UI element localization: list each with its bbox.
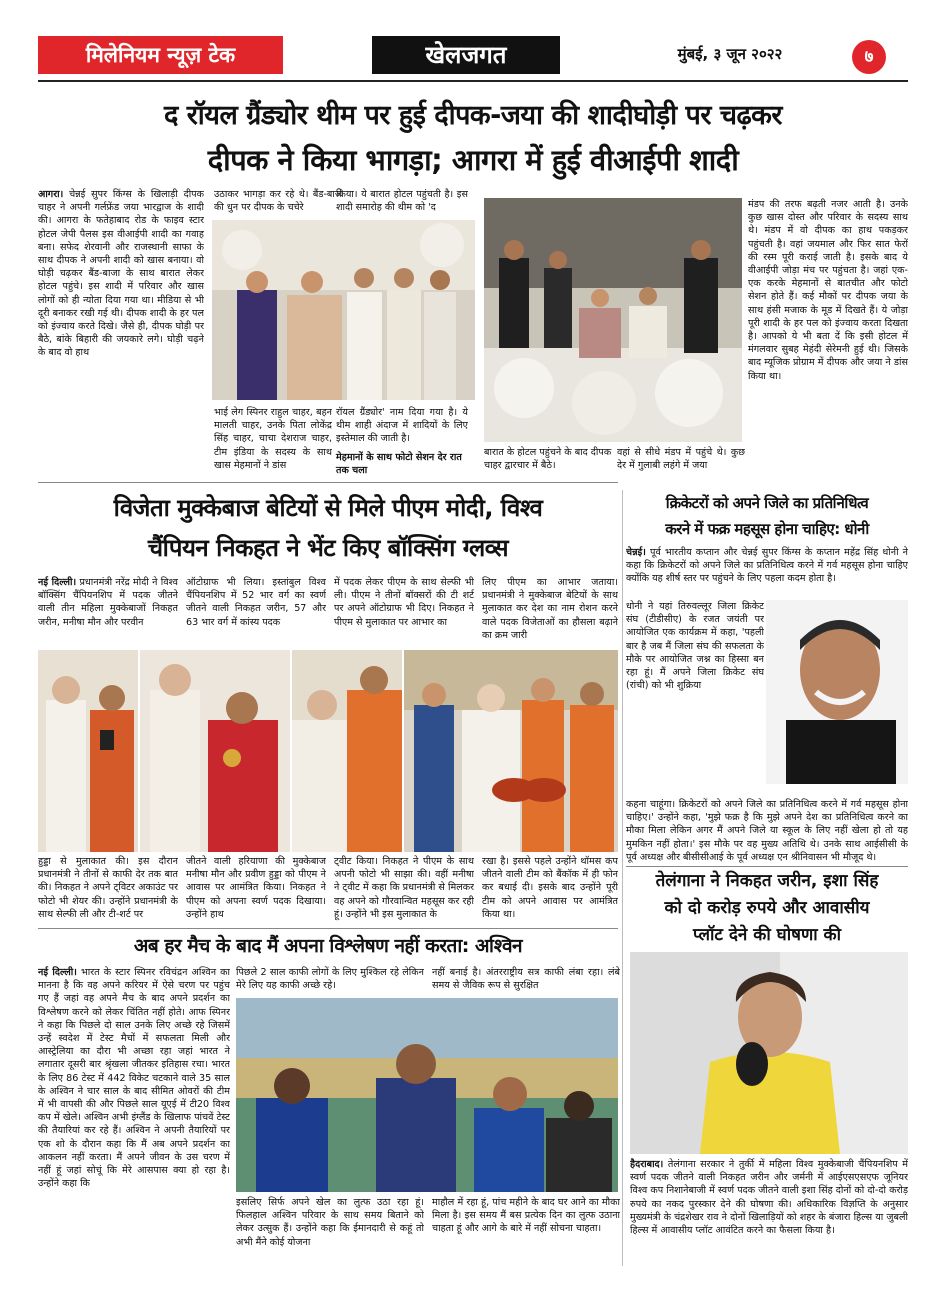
story2-col4-top: लिए पीएम का आभार जताया। प्रधानमंत्री ने मुक्केबाज बेटियों के साथ मुलाकात कर देश का नाम रोशन करने वाले पदक विजेताओं का हौसला बढ़ाने का क्रम जारी — [482, 577, 618, 641]
story1-col3-top: किया। ये बारात होटल पहुंचती है। इस शादी समारोह की थीम को 'द — [336, 189, 468, 214]
story1-headline-line2: दीपक ने किया भागड़ा; आगरा में हुई वीआईपी शादी — [207, 143, 739, 177]
story3-text-top-body: पूर्व भारतीय कप्तान और चेन्नई सुपर किंग्स के कप्तान महेंद्र सिंह धोनी ने कहा कि क्रिकेटरों को अपने जिले का प्रतिनिधित्व करने में गर्व महसूस होना चाहिए क्योंकि यह शीर्ष स्तर पर पहुंचने के लिए पहला कदम होता है। — [626, 547, 908, 585]
story3-text-left: धोनी ने यहां तिरुवल्लूर जिला क्रिकेट संघ (टीडीसीए) के रजत जयंती पर आयोजित एक कार्यक्रम में कहा, 'पहली बार है जब मैं जिला संघ की सफलता के मौके पर आयोजित जश्न का हिस्सा बन रहा हूं। मैं अपने जिला क्रिकेट संघ (रांची) को भी शुक्रिया — [626, 601, 764, 692]
story1-col5: मंडप की तरफ बढ़ती नजर आती है। उनके कुछ खास दोस्त और परिवार के सदस्य साथ थे। मंडप में वो दीपक का हाथ पकड़कर पहुंचती है। वहां जयमाल और फिर सात फेरों की रस्म पूरी कराई जाती है। इसके बाद ये वीआईपी जोड़ा मंच पर पहुंचता है। जहां एक-एक करके मेहमानों से बातचीत और फोटो सेशन होते हैं। कई मौकों पर दीपक जया के साथ हंसी मजाक के मूड में दिखते हैं। ये जोड़ा पूरी शादी के हर पल को इंज्वाय करता दिखता है। आपको ये भी बता दें कि इसी होटल में मंगलवार सुबह मेहंदी सेरेमनी हुई थी। जिसके बाद म्यूजिक प्रोग्राम में दीपक और जया ने डांस किया था। — [748, 199, 908, 382]
story5-headline: अब हर मैच के बाद मैं अपना विश्लेषण नहीं करता: अश्विन — [133, 935, 523, 957]
story1-col2-top: उठाकर भागड़ा कर रहे थे। बैंड-बाजे की धुन पर दीपक के चचेरे — [214, 189, 342, 214]
section-box — [372, 36, 560, 74]
story3-headline-line2: करने में फक्र महसूस होना चाहिए: धोनी — [665, 520, 869, 538]
story3-headline-line1: क्रिकेटरों को अपने जिले का प्रतिनिधित्व — [665, 494, 869, 512]
story2-col1-top — [38, 576, 178, 646]
story4-dateline: हैदराबाद। — [630, 1159, 664, 1170]
page-number — [852, 40, 886, 74]
page-number-text: ७ — [864, 47, 874, 67]
story1-col3-bottom: रॉयल ग्रैंड्योर' नाम दिया गया है। ये थीम शाही अंदाज में शादियों के लिए इस्तेमाल की जाती है। — [336, 407, 468, 445]
section-title: खेलजगत — [425, 41, 507, 69]
story1-col1 — [38, 188, 204, 478]
story5-col3-top: नहीं बनाई है। अंतरराष्ट्रीय सत्र काफी लंबा रहा। लंबे समय से जैविक रूप से सुरक्षित — [432, 967, 620, 992]
story2-headline-line1: विजेता मुक्केबाज बेटियों से मिले पीएम मोदी, विश्व — [113, 494, 543, 522]
story1-dateline: आगरा। — [38, 189, 64, 200]
story3-headline — [626, 490, 908, 542]
story2-col3-top: में पदक लेकर पीएम के साथ सेल्फी भी ली। पीएम ने तीनों बॉक्सरों की टी शर्ट पर अपने ऑटोग्राफ भी दिए। निकहत ने पीएम से मुलाकात पर आभार का — [334, 577, 474, 628]
dhoni-portrait-photo — [766, 600, 908, 784]
story5-col3-bottom: माहौल में रहा हूं, पांच महीने के बाद घर आने का मौका मिला है। इस समय मैं बस प्रत्येक दिन का लुत्फ उठाना चाहता हूं और आगे के बारे में नहीं सोचना चाहता। — [432, 1197, 620, 1235]
modi-autograph-photo — [292, 650, 402, 852]
modi-selfie-photo — [38, 650, 138, 852]
story2-headline — [38, 488, 618, 568]
story2-col3-bottom: ट्वीट किया। निकहत ने पीएम के साथ अपनी फोटो भी साझा की। वहीं मनीषा ने ट्वीट में कहा कि प्रधानमंत्री से मिलकर वह अपने को गौरवान्वित महसूस कर रही हूं। उन्होंने भी इस मुलाकात के — [334, 856, 474, 920]
brand-box — [38, 36, 283, 74]
story4-headline-line2: को दो करोड़ रुपये और आवासीय — [664, 898, 870, 918]
story2-col4-bottom: रखा है। इससे पहले उन्होंने थॉमस कप जीतने वाली टीम को बैंकॉक में ही फोन कर बधाई दी। इसके बाद उन्होंने पूरी टीम को अपने आवास पर आमंत्रित किया था। — [482, 856, 618, 920]
story3-dateline: चेन्नई। — [626, 547, 646, 558]
story1-bottom-rule — [38, 482, 618, 483]
story5-dateline: नई दिल्ली। — [38, 967, 77, 978]
wedding-mandap-photo — [484, 198, 742, 442]
story1-headline — [38, 94, 908, 182]
modi-medal-photo — [140, 650, 290, 852]
story5-col2-top: पिछले 2 साल काफी लोगों के लिए मुश्किल रहे लेकिन मेरे लिए यह काफी अच्छे रहे। — [236, 967, 424, 992]
story1-subhead: मेहमानों के साथ फोटो सेशन देर रात तक चला — [336, 452, 462, 476]
story3-text-bottom: कहना चाहूंगा। क्रिकेटरों को अपने जिले का प्रतिनिधित्व करने में गर्व महसूस होना चाहिए।' उन्होंने कहा, 'मुझे फक्र है कि मुझे अपने देश का प्रतिनिधित्व करने का मौका मिला लेकिन अगर मैं अपने जिले या स्कूल के लिए नहीं खेला हो तो यह मुमकिन नहीं होता।' इस मौके पर वह मुख्य अतिथि थे। उनके साथ आईसीसी के पूर्व अध्यक्ष और बीसीसीआई के पूर्व अध्यक्ष एन श्रीनिवासन भी मौजूद थे। — [626, 799, 908, 863]
story1-caption-right: बारात के होटल पहुंचने के बाद दीपक चाहर द्वारचार में बैठे। — [484, 447, 612, 471]
story1-headline-line1: द रॉयल ग्रैंड्योर थीम पर हुई दीपक-जया की शादीघोड़ी पर चढ़कर — [164, 100, 782, 131]
story3-text-top — [626, 546, 908, 598]
masthead — [0, 0, 945, 82]
story3-bottom-rule — [626, 866, 908, 867]
story1-col2-bottom: भाई लेग स्पिनर राहुल चाहर, बहन मालती चाहर, उनके पिता लोकेंद्र सिंह चाहर, चाचा देशराज चाहर, टीम इंडिया के सदस्य के साथ खास मेहमानों ने डांस — [214, 407, 332, 471]
story5-col1-text: भारत के स्टार स्पिनर रविचंद्रन अश्विन का मानना है कि वह अपने करियर में ऐसे चरण पर पहुंच गए हैं जहां वह अपने मैच के बाद अपने प्रदर्शन का विश्लेषण करने को लेकर चिंतित नहीं होते। आफ स्पिनर ने कहा कि पिछले दो साल उनके लिए अच्छे रहे जिसमें उन्हें स्वदेश में टेस्ट मैचों में सफलता मिली और आस्ट्रेलिया का दौरा भी अच्छा रहा जहां भारत ने लगातार दूसरी बार श्रृंखला जीतकर इतिहास रचा। भारत के लिए 86 टेस्ट में 442 विकेट चटकाने वाले 35 साल के अश्विन ने चार साल के बाद सीमित ओवरों की टीम में भी वापसी की और पिछले साल यूएई में टी20 विश्व कप में खेले। अश्विन अभी इंग्लैंड के खिलाफ पांचवें टेस्ट की तैयारियां कर रहे हैं। अश्विन ने अपनी तैयारियों पर एक शो के दौरान कहा कि मैं अब अपने प्रदर्शन का आकलन नहीं करता। मैं अपने जीवन के उस चरण में नहीं हूं जहां सोचूं कि मेरे आसपास क्या हो रहा है। उन्होंने कहा कि — [38, 967, 230, 1190]
story4-headline-line1: तेलंगाना ने निकहत जरीन, इशा सिंह — [655, 871, 879, 891]
story2-bottom-rule — [38, 928, 618, 929]
story5-col1 — [38, 966, 230, 1266]
modi-gloves-photo — [404, 650, 618, 852]
story1-col4-bottom: वहां से सीधे मंडप में पहुंचे थे। कुछ देर में गुलाबी लहंगे में जया — [617, 447, 745, 472]
story4-headline — [626, 868, 908, 949]
story4-text-body: तेलंगाना सरकार ने तुर्की में महिला विश्व मुक्केबाजी चैंपियनशिप में स्वर्ण पदक जीतने वाली निकहत जरीन और जर्मनी में आईएसएसएफ जूनियर विश्व कप निशानेबाजी में स्वर्ण पदक जीतने वाली इशा सिंह दोनों को दो-दो करोड़ रुपये का नकद पुरस्कार देने की घोषणा की। अधिकारिक विज्ञप्ति के अनुसार मुख्यमंत्री के चंद्रशेखर राव ने दोनों खिलाड़ियों को शहर के बंजारा हिल्स या जुबली हिल्स में आवासीय प्लॉट आवंटित करने का फैसला किया है। — [630, 1159, 908, 1237]
story2-col2-top: ऑटोग्राफ भी लिया। इस्तांबुल विश्व चैंपियनशिप में 52 भार वर्ग का स्वर्ण जीतने वाली निकहत जरीन, 57 और 63 भार वर्ग में कांस्य पदक — [186, 577, 326, 628]
story2-col1-top-text: प्रधानमंत्री नरेंद्र मोदी ने विश्व बॉक्सिंग चैंपियनशिप में पदक जीतने वाली तीन महिला मुक्केबाजों निकहत जरीन, मनीषा मौन और परवीन — [38, 577, 178, 628]
right-column-divider — [622, 490, 623, 1266]
story5-col2-bottom: इसलिए सिर्फ अपने खेल का लुत्फ उठा रहा हूं। फिलहाल अश्विन परिवार के साथ समय बिताने को लेकर उत्सुक हैं। उन्होंने कहा कि ईमानदारी से कहूं तो अभी मैंने कोई योजना — [236, 1197, 424, 1248]
dateline: मुंबई, ३ जून २०२२ — [677, 45, 783, 63]
story2-headline-line2: चैंपियन निकहत ने भेंट किए बॉक्सिंग ग्लव्स — [147, 534, 509, 562]
nikhat-boxer-photo — [630, 952, 908, 1154]
story1-col1-text: चेन्नई सुपर किंग्स के खिलाड़ी दीपक चाहर ने अपनी गर्लफ्रेंड जया भारद्वाज के शादी की। आगरा के फतेहाबाद रोड के फाइव स्टार होटल जेपी पैलस इस वीआईपी शादी का गवाह बना। सफेद शेरवानी और राजस्थानी साफा के साथ दीपक ने अपनी शादी को खास बनाया। वो घोड़ी चढ़कर बैंड-बाजा के साथ बारात लेकर होटल पहुंचे। इस शादी में परिवार और खास लोगों को ही न्योता दिया गया था। मीडिया से भी दूरी बनाकर रखी गई थी। दीपक शादी के हर पल को इंज्वाय करते दिखे। जैसे ही, दीपक घोड़ी पर बैठे, बांके बिहारी की जयकारे लगे। घोड़ी चढ़ने के बाद वो हाथ — [38, 189, 204, 359]
wedding-group-photo — [212, 220, 475, 400]
story4-headline-line3: प्लॉट देने की घोषणा की — [692, 925, 842, 945]
story2-col1-bottom: हुड्डा से मुलाकात की। इस दौरान प्रधानमंत्री ने तीनों से काफी देर तक बात की। निकहत ने अपने ट्विटर अकाउंट पर फोटो भी शेयर की। उन्होंने प्रधानमंत्री के साथ सेल्फी ली और टी-शर्ट पर — [38, 856, 178, 920]
story2-col2-bottom: जीतने वाली हरियाणा की मुक्केबाज मनीषा मौन और प्रवीण हुड्डा को पीएम ने आवास पर आमंत्रित किया। निकहत ने पीएम को अपना स्वर्ण पदक दिखाया। उन्होंने हाथ — [186, 856, 326, 920]
brand-name: मिलेनियम न्यूज़ टेक — [85, 43, 236, 67]
story2-dateline: नई दिल्ली। — [38, 577, 77, 588]
masthead-rule — [38, 80, 908, 82]
story4-text — [630, 1158, 908, 1268]
ashwin-team-photo — [236, 998, 618, 1192]
